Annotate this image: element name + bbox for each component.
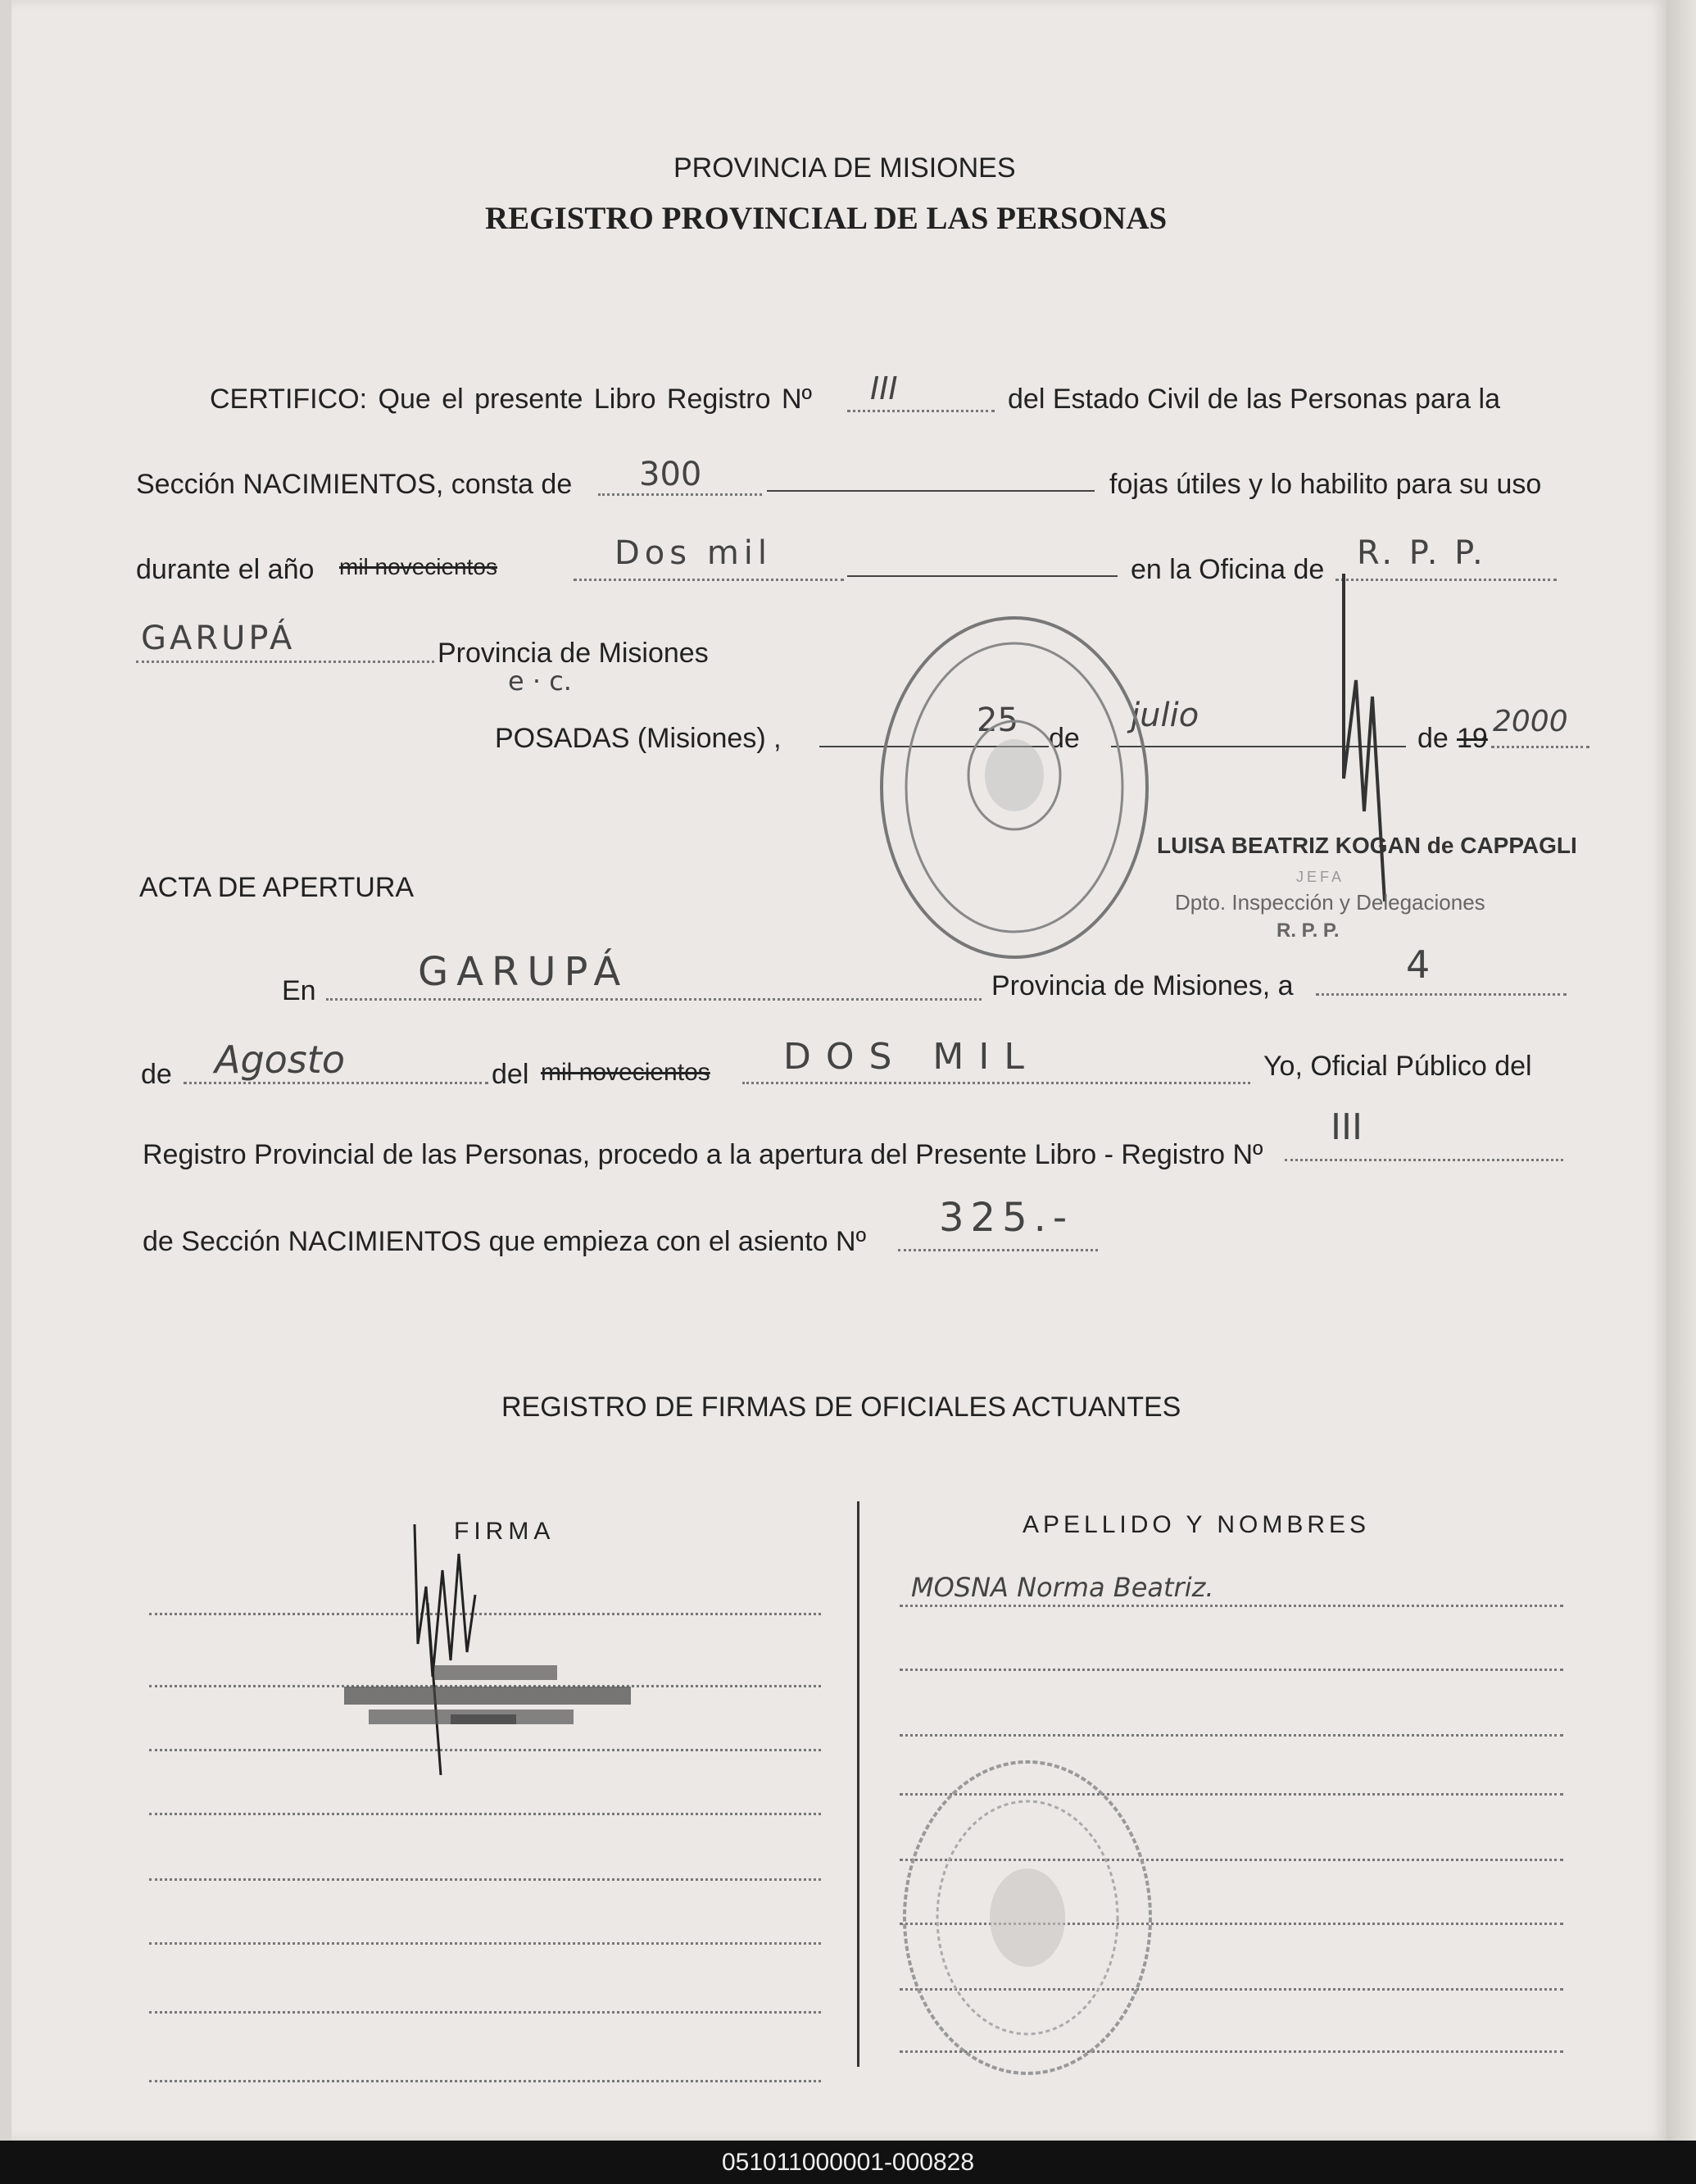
- cert-year-struck: mil novecientos: [339, 554, 497, 579]
- firma-row: [149, 2080, 821, 2082]
- firma-row: [149, 1813, 821, 1815]
- apertura-line3-text: Registro Provincial de las Personas, procedo a la apertura del Presente Libro - Registro Nº: [143, 1139, 1263, 1170]
- cert-line3-text-b: en la Oficina de: [1131, 554, 1325, 585]
- cert-line3-text-a: durante el año: [136, 554, 315, 585]
- cert-month-handwritten: julio: [1131, 697, 1199, 734]
- cert-line2-rule: [767, 490, 1095, 492]
- nombres-entry-handwritten: MOSNA Norma Beatriz.: [911, 1572, 1214, 1603]
- cert-line2-text-a: Sección NACIMIENTOS, consta de: [136, 469, 573, 500]
- apertura-line2-text-b: del: [492, 1059, 529, 1090]
- apertura-year-dots: [742, 1082, 1250, 1084]
- province-heading: PROVINCIA DE MISIONES: [673, 152, 1016, 184]
- signatures-col-firma: FIRMA: [454, 1518, 556, 1545]
- apertura-year-handwritten: DOS MIL: [783, 1036, 1039, 1078]
- firma-row: [149, 1878, 821, 1881]
- cert-line2-dots: [598, 493, 762, 496]
- apertura-book-handwritten: III: [1331, 1106, 1363, 1148]
- apertura-title: ACTA DE APERTURA: [139, 872, 415, 903]
- firma-signature-stamp: [336, 1521, 647, 1783]
- official-dept: Dpto. Inspección y Delegaciones: [1175, 890, 1485, 915]
- apertura-line2-text-c: Yo, Oficial Público del: [1263, 1051, 1532, 1082]
- apertura-place-handwritten: GARUPÁ: [418, 949, 629, 995]
- cert-book-number-handwritten: III: [870, 370, 898, 406]
- cert-line4-text: Provincia de Misiones: [438, 638, 709, 669]
- nombres-row: [900, 1734, 1563, 1737]
- registry-round-seal: [896, 1754, 1159, 2082]
- signatures-divider: [857, 1501, 859, 2067]
- apertura-year-struck: mil novecientos: [541, 1059, 710, 1086]
- cert-line4-dots: [136, 661, 434, 663]
- apertura-entry-handwritten: 325.-: [939, 1195, 1074, 1241]
- nombres-row: [900, 1669, 1563, 1671]
- apertura-entry-dots: [898, 1249, 1098, 1251]
- cert-year-date-handwritten: 2000: [1493, 705, 1568, 738]
- cert-year-prefix-struck: 19: [1457, 723, 1488, 754]
- cert-day-handwritten: 25: [977, 702, 1018, 739]
- firma-row: [149, 1942, 821, 1945]
- apertura-book-dots: [1285, 1159, 1563, 1161]
- apertura-line1-text-a: En: [282, 975, 316, 1006]
- cert-line1-dots: [847, 410, 995, 412]
- apertura-line1-dots: [326, 998, 982, 1001]
- apertura-month-dots: [184, 1082, 488, 1084]
- cert-year-handwritten: Dos mil: [614, 534, 773, 572]
- cert-ec-handwritten: e · c.: [508, 665, 572, 697]
- signatures-col-nombres: APELLIDO Y NOMBRES: [1023, 1511, 1371, 1538]
- cert-line1-text-a: CERTIFICO: Que el presente Libro Registro Nº: [210, 384, 812, 415]
- nombres-row: [900, 1605, 1563, 1607]
- apertura-line2-text-a: de: [141, 1059, 172, 1090]
- ministry-seal-stamp: [875, 611, 1154, 964]
- apertura-line4-text: de Sección NACIMIENTOS que empieza con el asiento Nº: [143, 1226, 866, 1257]
- cert-date-place: POSADAS (Misiones) ,: [495, 723, 782, 754]
- cert-line1-text-b: del Estado Civil de las Personas para la: [1008, 384, 1500, 415]
- apertura-line1-text-b: Provincia de Misiones, a: [991, 970, 1294, 1001]
- page-edge: [1667, 0, 1696, 2141]
- cert-line3-dots: [574, 579, 844, 581]
- firma-row: [149, 2011, 821, 2014]
- official-name: LUISA BEATRIZ KOGAN de CAPPAGLI: [1157, 833, 1577, 858]
- official-role: JEFA: [1296, 869, 1345, 885]
- cert-date-year-dots: [1491, 746, 1589, 748]
- registry-heading: REGISTRO PROVINCIAL DE LAS PERSONAS: [485, 201, 1168, 236]
- apertura-day-handwritten: 4: [1406, 942, 1431, 987]
- cert-line2-text-b: fojas útiles y lo habilito para su uso: [1109, 469, 1542, 500]
- cert-line3-rule: [847, 575, 1118, 577]
- cert-date-de-2: de: [1417, 723, 1449, 754]
- official-org: R. P. P.: [1277, 919, 1340, 942]
- cert-pages-handwritten: 300: [639, 456, 702, 493]
- cert-office-handwritten: R. P. P.: [1357, 534, 1486, 572]
- cert-place-handwritten: GARUPÁ: [141, 620, 296, 657]
- cert-date-de-1: de: [1049, 723, 1080, 754]
- signatures-title: REGISTRO DE FIRMAS DE OFICIALES ACTUANTES: [501, 1392, 1181, 1423]
- apertura-day-dots: [1316, 993, 1567, 996]
- document-code-footer: 051011000001-000828: [0, 2141, 1696, 2184]
- apertura-month-handwritten: Agosto: [215, 1038, 345, 1082]
